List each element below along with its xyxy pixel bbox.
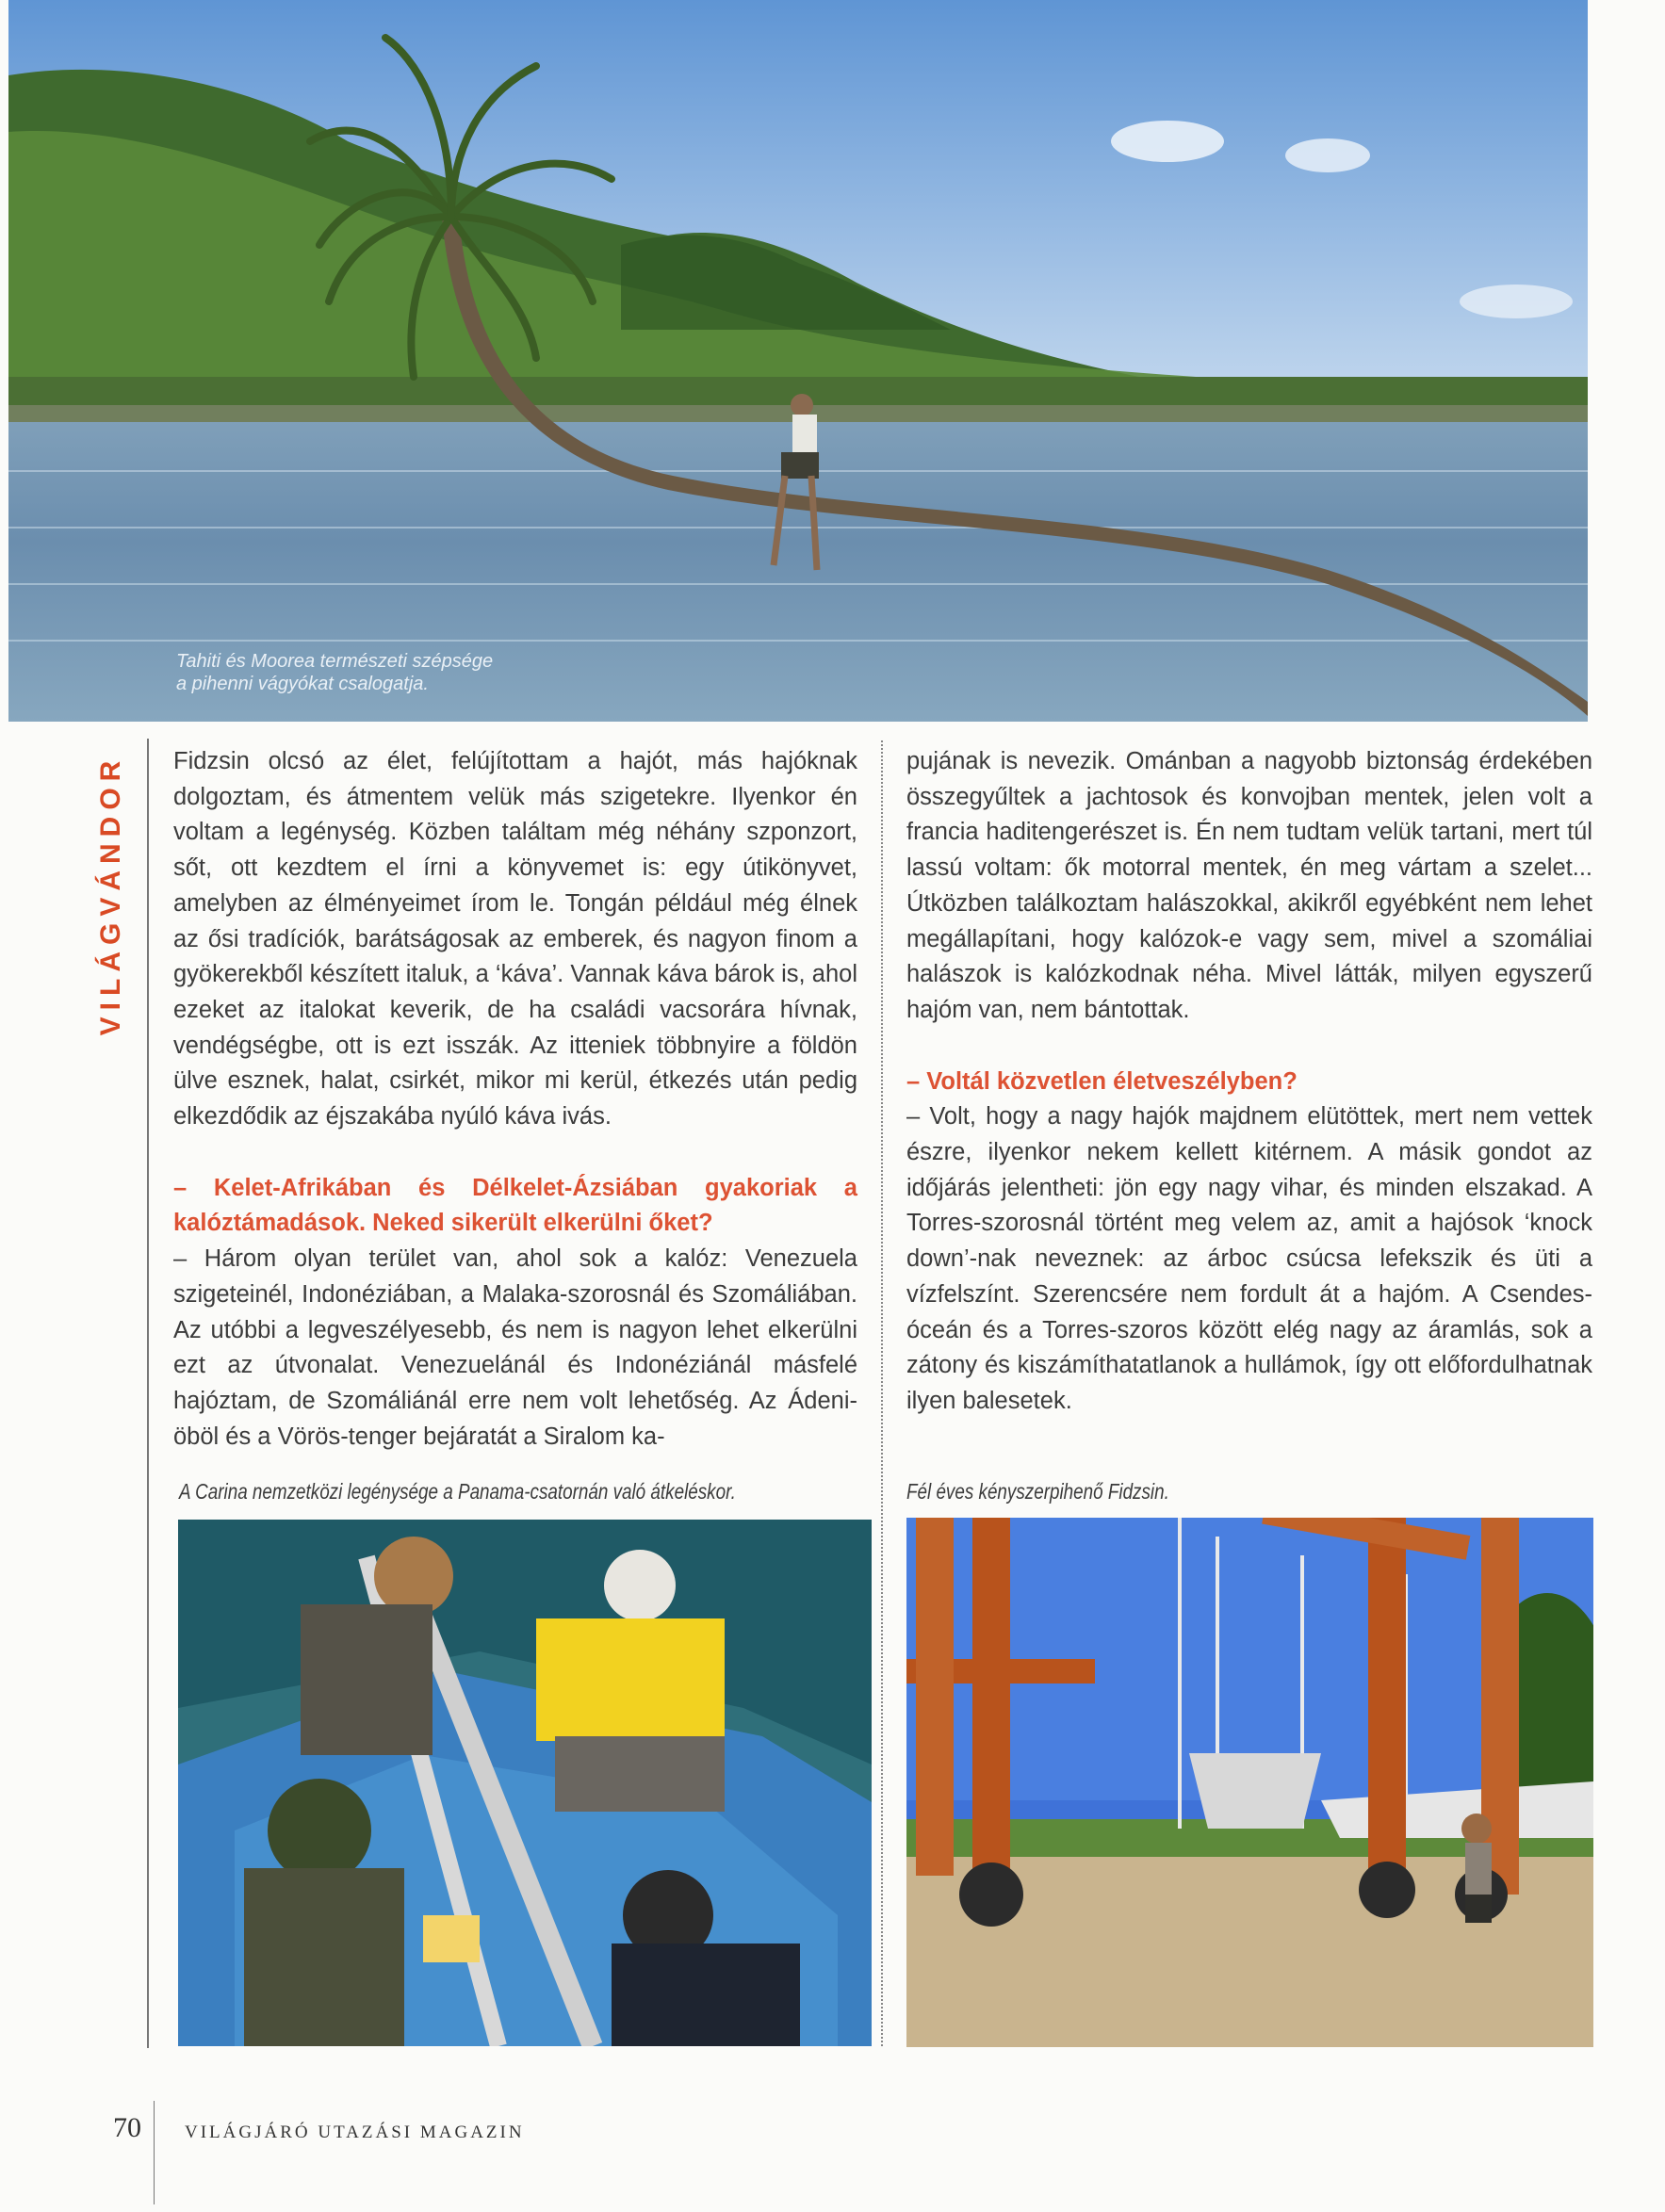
boatyard-photo bbox=[906, 1518, 1593, 2047]
hero-photo-illustration bbox=[8, 0, 1588, 722]
paragraph: – Volt, hogy a nagy hajók majdnem elütöttek, mert nem vettek észre, ilyenkor nekem kellett kitérnem. A másik gondot az időjárás jelentheti: jön egy nagy vihar, és minden elszakad. A Torres-szorosnál történt meg velem az, amit a hajósok ‘knock down’-nak neveznek: az árboc csúcsa lefekszik és üti a vízfelszínt. Szerencsére nem fordult át a hajóm. A Csendes-óceán és a Torres-szoros között elég nagy az áramlás, sok a zátony és kiszámíthatatlanok a hullámok, így ott előfordulhatnak ilyen balesetek. bbox=[906, 1103, 1592, 1414]
article-column-left bbox=[173, 744, 857, 1455]
paragraph: Fidzsin olcsó az élet, felújítottam a hajót, más hajóknak dolgoztam, és átmentem velük más szigetekre. Ilyenkor én voltam a legénység. Közben találtam még néhány szponzort, sőt, ott kezdtem el írni a könyvemet is: egy útikönyvet, amelyben az élményeimet írom le. Tongán például még élnek az ősi tradíciók, barátságosak az emberek, és nagyon finom a gyökerekből készített italuk, a ‘káva’. Vannak káva bárok is, ahol ezeket az italokat keverik, de ha családi vacsorára hívnak, vendégségbe, ott is ezt isszák. Az itteniek többnyire a földön ülve esznek, halat, csirkét, mikor mi kerül, étkezés után pedig elkezdődik az éjszakába nyúló káva ivás. bbox=[173, 748, 857, 1130]
column-divider bbox=[881, 740, 883, 2046]
rail-divider bbox=[147, 739, 149, 2048]
interview-question: – Voltál közvetlen életveszélyben? bbox=[906, 1067, 1298, 1095]
crew-photo bbox=[178, 1520, 872, 2046]
photo-caption-left: A Carina nemzetközi legénysége a Panama-csatornán való átkeléskor. bbox=[179, 1479, 736, 1504]
photo-caption-right: Fél éves kényszerpihenő Fidzsin. bbox=[906, 1479, 1169, 1504]
section-label-text: VILÁGVÁNDOR bbox=[95, 754, 126, 1036]
hero-caption-line: a pihenni vágyókat csalogatja. bbox=[176, 674, 429, 694]
interview-question: – Kelet-Afrikában és Délkelet-Ázsiában gyakoriak a kalóztámadások. Neked sikerült elkerülni őket? bbox=[173, 1174, 857, 1237]
rail-divider-footer bbox=[154, 2101, 155, 2204]
hero-caption-line: Tahiti és Moorea természeti szépsége bbox=[176, 651, 494, 672]
crew-photo-illustration bbox=[178, 1520, 872, 2046]
paragraph: pujának is nevezik. Ománban a nagyobb biztonság érdekében összegyűltek a jachtosok és konvojban mentek, jelen volt a francia haditengerészet is. Én nem tudtam velük tartani, mert túl lassú voltam: ők motorral mentek, én meg vártam a szelet... Útközben találkoztam halászokkal, akikről egyébként nem lehet megállapítani, hogy kalózok-e vagy sem, mivel a szomáliai halászok is kalózkodnak néha. Mivel látták, milyen egyszerű hajóm van, nem bántottak. bbox=[906, 748, 1592, 1023]
paragraph: – Három olyan terület van, ahol sok a kalóz: Venezuela szigeteinél, Indonéziában, a Malaka-szorosnál és Szomáliában. Az utóbbi a legveszélyesebb, és nem is nagyon lehet elkerülni ezt az útvonalat. Venezuelánál és Indonéziánál másfelé hajóztam, de Szomáliánál erre nem volt lehetőség. Az Ádeni-öböl és a Vörös-tenger bejáratát a Siralom ka- bbox=[173, 1245, 857, 1450]
hero-caption bbox=[176, 650, 493, 695]
article-column-right bbox=[906, 744, 1592, 1420]
hero-photo bbox=[8, 0, 1588, 722]
section-label bbox=[92, 744, 130, 1046]
boatyard-photo-illustration bbox=[906, 1518, 1593, 2047]
page-number: 70 bbox=[113, 2112, 141, 2143]
magazine-title: VILÁGJÁRÓ UTAZÁSI MAGAZIN bbox=[185, 2123, 525, 2142]
